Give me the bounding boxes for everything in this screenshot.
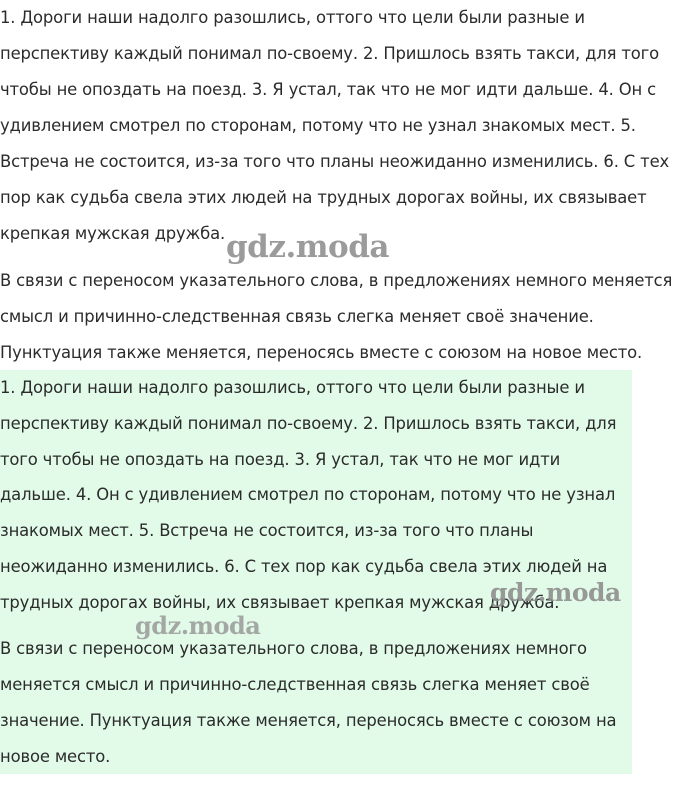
watermark-logo: gdz.moda [490,578,621,607]
watermark-logo: gdz.moda [135,611,261,640]
highlighted-explanation-paragraph: В связи с переносом указательного слова, в предложениях немного меняется смысл и причинно-следственная связь слегка меняет своё значение. Пунктуация также меняется, переносясь вместе с союзом на новое место. [0,639,617,766]
highlighted-answer-paragraph: 1. Дороги наши надолго разошлись, оттого что цели были разные и перспективу каждый понимал по-своему. 2. Пришлось взять такси, для того чтобы не опоздать на поезд. 3. Я устал, так что не мог идти дальше. 4. Он с удивлением смотрел по сторонам, потому что не узнал знакомых мест. 5. Встреча не состоится, из-за того что планы неожиданно изменились. 6. С тех пор как судьба свела этих людей на трудных дорогах войны, их связывает крепкая мужская дружба. [0,378,617,612]
answer-text: 1. Дороги наши надолго разошлись, оттого что цели были разные и перспективу каждый понимал по-своему. 2. Пришлось взять такси, для того чтобы не опоздать на поезд. 3. Я устал, так что не мог идти дальше. 4. Он с удивлением смотрел по сторонам, потому что не узнал знакомых мест. 5. Встреча не состоится, из-за того что планы неожиданно изменились. 6. С тех пор как судьба свела этих людей на трудных дорогах войны, их связывает крепкая мужская дружба. [0,8,670,243]
explanation-paragraph: В связи с переносом указательного слова, в предложениях немного меняется смысл и причинно-следственная связь слегка меняет своё значение. Пунктуация также меняется, переносясь вместе с союзом на новое место. [0,271,673,362]
watermark-logo: gdz.moda [226,229,389,265]
answer-paragraph [0,0,676,252]
